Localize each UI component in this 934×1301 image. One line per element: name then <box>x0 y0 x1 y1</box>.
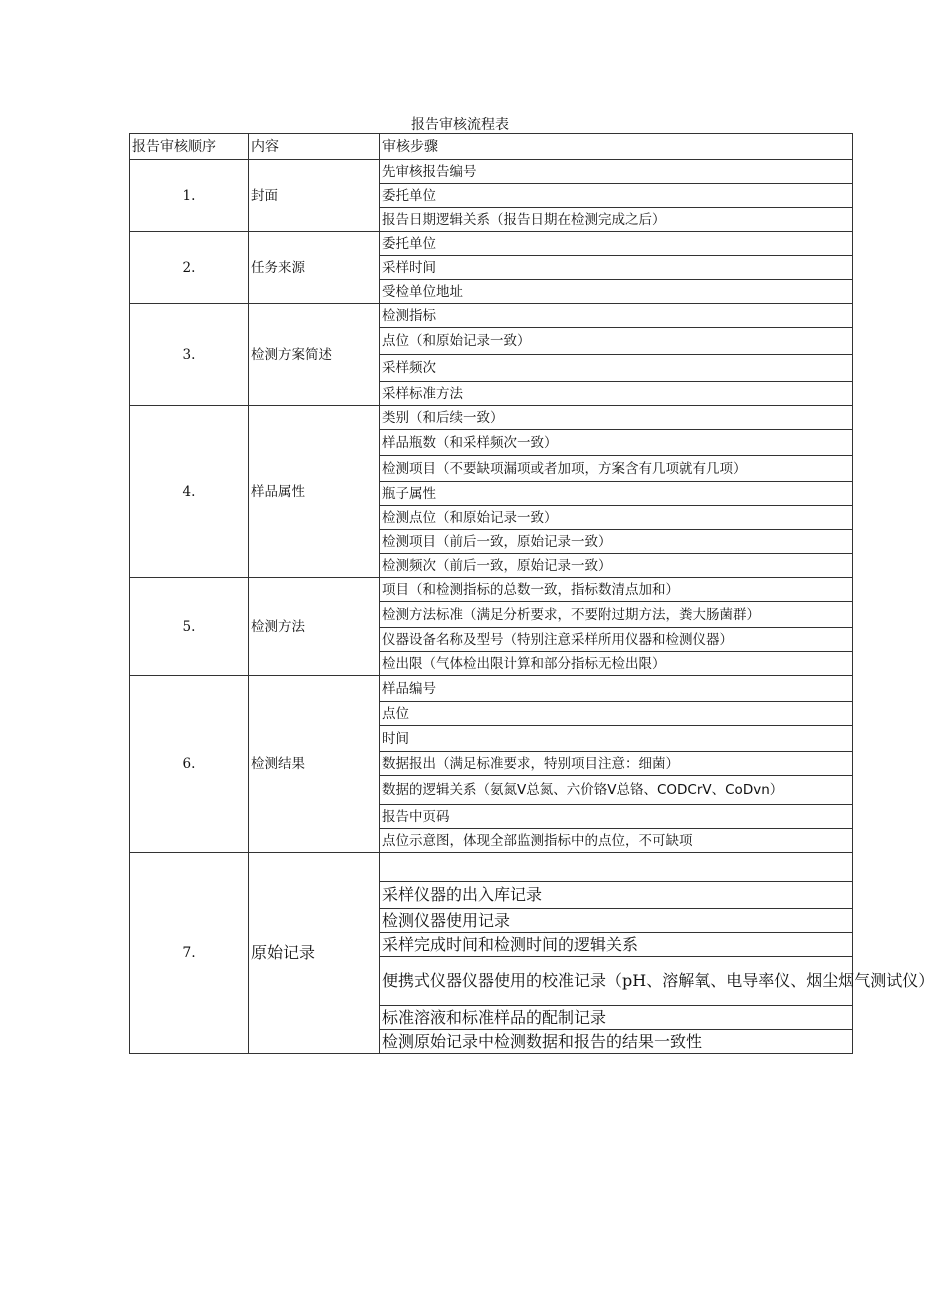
header-content: 内容 <box>249 134 380 160</box>
step-cell: 检测仪器使用记录 <box>380 909 853 933</box>
section-content: 任务来源 <box>249 232 380 304</box>
step-cell: 类别（和后续一致） <box>380 406 853 430</box>
section-content: 检测方法 <box>249 578 380 676</box>
header-steps: 审核步骤 <box>380 134 853 160</box>
section-order: 7. <box>130 853 249 1054</box>
table-row <box>130 232 853 256</box>
table-row <box>130 853 853 882</box>
step-cell: 仪器设备名称及型号（特别注意采样所用仪器和检测仪器） <box>380 628 853 652</box>
step-cell: 样品编号 <box>380 676 853 702</box>
step-cell: 检测原始记录中检测数据和报告的结果一致性 <box>380 1030 853 1054</box>
section-content: 检测方案简述 <box>249 304 380 406</box>
step-cell: 检测频次（前后一致，原始记录一致） <box>380 554 853 578</box>
step-cell: 采样完成时间和检测时间的逻辑关系 <box>380 933 853 957</box>
table-row <box>130 406 853 430</box>
table-title: 报告审核流程表 <box>411 117 509 133</box>
step-cell: 检测指标 <box>380 304 853 328</box>
step-cell: 检测项目（前后一致，原始记录一致） <box>380 530 853 554</box>
step-cell: 报告日期逻辑关系（报告日期在检测完成之后） <box>380 208 853 232</box>
section-content: 原始记录 <box>249 853 380 1054</box>
section-order: 3. <box>130 304 249 406</box>
step-cell: 点位示意图，体现全部监测指标中的点位，不可缺项 <box>380 829 853 853</box>
table-row <box>130 160 853 184</box>
section-content: 检测结果 <box>249 676 380 853</box>
step-cell: 时间 <box>380 726 853 752</box>
header-order: 报告审核顺序 <box>130 134 249 160</box>
step-cell: 采样仪器的出入库记录 <box>380 882 853 909</box>
step-cell: 检出限（气体检出限计算和部分指标无检出限） <box>380 652 853 676</box>
step-cell: 检测点位（和原始记录一致） <box>380 506 853 530</box>
section-content: 样品属性 <box>249 406 380 578</box>
table-header-row <box>130 134 853 160</box>
section-order: 5. <box>130 578 249 676</box>
section-order: 1. <box>130 160 249 232</box>
step-cell: 采样时间 <box>380 256 853 280</box>
step-cell: 点位（和原始记录一致） <box>380 328 853 355</box>
step-cell: 数据的逻辑关系（氨氮V总氮、六价铬V总铬、CODCrV、CoDvn） <box>380 776 853 805</box>
table-row <box>130 304 853 328</box>
step-cell <box>380 853 853 882</box>
step-cell: 样品瓶数（和采样频次一致） <box>380 430 853 456</box>
step-cell: 标准溶液和标准样品的配制记录 <box>380 1006 853 1030</box>
section-order: 4. <box>130 406 249 578</box>
step-cell: 委托单位 <box>380 232 853 256</box>
step-cell: 便携式仪器仪器使用的校准记录（pH、溶解氧、电导率仪、烟尘烟气测试仪） <box>380 957 853 1006</box>
step-cell: 先审核报告编号 <box>380 160 853 184</box>
section-order: 2. <box>130 232 249 304</box>
table-row <box>130 676 853 702</box>
step-cell: 检测方法标准（满足分析要求，不要附过期方法，粪大肠菌群） <box>380 602 853 628</box>
step-cell: 瓶子属性 <box>380 482 853 506</box>
step-cell: 点位 <box>380 702 853 726</box>
step-cell: 报告中页码 <box>380 805 853 829</box>
review-process-table <box>129 133 934 1054</box>
table-row <box>130 578 853 602</box>
step-cell: 采样标准方法 <box>380 382 853 406</box>
step-cell: 采样频次 <box>380 355 853 382</box>
step-cell: 数据报出（满足标准要求，特别项目注意：细菌） <box>380 752 853 776</box>
section-content: 封面 <box>249 160 380 232</box>
step-cell: 检测项目（不要缺项漏项或者加项，方案含有几项就有几项） <box>380 456 853 482</box>
step-cell: 受检单位地址 <box>380 280 853 304</box>
step-cell: 项目（和检测指标的总数一致，指标数清点加和） <box>380 578 853 602</box>
section-order: 6. <box>130 676 249 853</box>
step-cell: 委托单位 <box>380 184 853 208</box>
